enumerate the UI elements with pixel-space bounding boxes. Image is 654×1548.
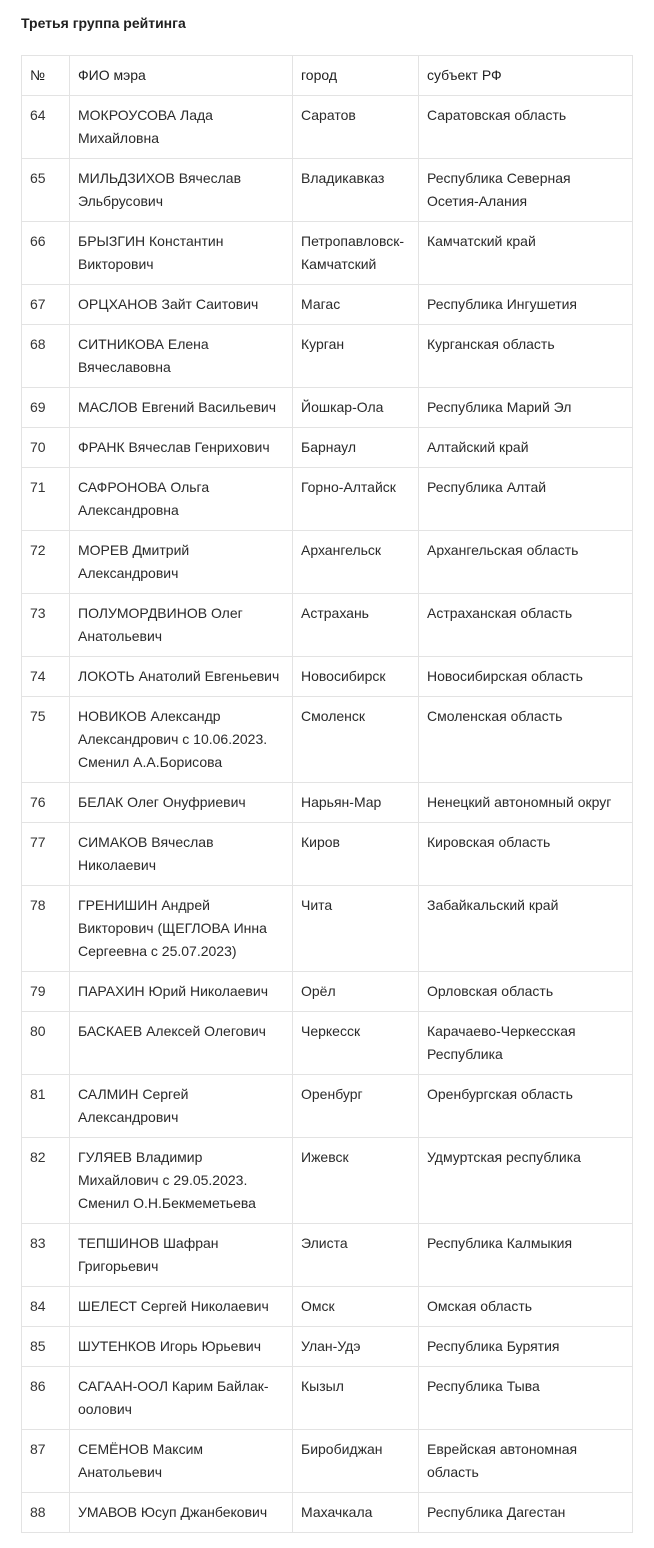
cell-region: Астраханская область bbox=[419, 594, 633, 657]
cell-mayor-name: ОРЦХАНОВ Зайт Саитович bbox=[70, 285, 293, 325]
table-row bbox=[22, 594, 633, 657]
cell-mayor-name: ПОЛУМОРДВИНОВ Олег Анатольевич bbox=[70, 594, 293, 657]
cell-mayor-name: СЕМЁНОВ Максим Анатольевич bbox=[70, 1430, 293, 1493]
cell-number: 70 bbox=[22, 428, 70, 468]
table-row bbox=[22, 531, 633, 594]
table-row bbox=[22, 657, 633, 697]
cell-region: Орловская область bbox=[419, 972, 633, 1012]
cell-region: Курганская область bbox=[419, 325, 633, 388]
table-row bbox=[22, 972, 633, 1012]
cell-number: 78 bbox=[22, 886, 70, 972]
cell-city: Смоленск bbox=[293, 697, 419, 783]
cell-mayor-name: ШЕЛЕСТ Сергей Николаевич bbox=[70, 1287, 293, 1327]
cell-city: Махачкала bbox=[293, 1493, 419, 1533]
cell-mayor-name: БАСКАЕВ Алексей Олегович bbox=[70, 1012, 293, 1075]
cell-region: Республика Калмыкия bbox=[419, 1224, 633, 1287]
cell-region: Карачаево-Черкесская Республика bbox=[419, 1012, 633, 1075]
cell-number: 67 bbox=[22, 285, 70, 325]
cell-city: Барнаул bbox=[293, 428, 419, 468]
cell-city: Новосибирск bbox=[293, 657, 419, 697]
table-row bbox=[22, 1287, 633, 1327]
cell-city: Магас bbox=[293, 285, 419, 325]
cell-city: Оренбург bbox=[293, 1075, 419, 1138]
table-body bbox=[22, 96, 633, 1533]
cell-region: Республика Алтай bbox=[419, 468, 633, 531]
cell-number: 83 bbox=[22, 1224, 70, 1287]
cell-mayor-name: ПАРАХИН Юрий Николаевич bbox=[70, 972, 293, 1012]
cell-region: Кировская область bbox=[419, 823, 633, 886]
cell-number: 82 bbox=[22, 1138, 70, 1224]
cell-city: Чита bbox=[293, 886, 419, 972]
cell-number: 75 bbox=[22, 697, 70, 783]
cell-city: Владикавказ bbox=[293, 159, 419, 222]
cell-city: Омск bbox=[293, 1287, 419, 1327]
cell-number: 80 bbox=[22, 1012, 70, 1075]
table-row bbox=[22, 823, 633, 886]
cell-number: 73 bbox=[22, 594, 70, 657]
cell-number: 77 bbox=[22, 823, 70, 886]
cell-region: Ненецкий автономный округ bbox=[419, 783, 633, 823]
table-row bbox=[22, 468, 633, 531]
column-header-name: ФИО мэра bbox=[70, 56, 293, 96]
cell-number: 85 bbox=[22, 1327, 70, 1367]
cell-mayor-name: УМАВОВ Юсуп Джанбекович bbox=[70, 1493, 293, 1533]
cell-number: 64 bbox=[22, 96, 70, 159]
cell-number: 84 bbox=[22, 1287, 70, 1327]
table-row bbox=[22, 697, 633, 783]
table-header-row bbox=[22, 56, 633, 96]
cell-city: Горно-Алтайск bbox=[293, 468, 419, 531]
cell-city: Архангельск bbox=[293, 531, 419, 594]
cell-region: Смоленская область bbox=[419, 697, 633, 783]
table-row bbox=[22, 388, 633, 428]
table-row bbox=[22, 1224, 633, 1287]
table-row bbox=[22, 159, 633, 222]
column-header-region: субъект РФ bbox=[419, 56, 633, 96]
cell-mayor-name: ГРЕНИШИН Андрей Викторович (ЩЕГЛОВА Инна Сергеевна с 25.07.2023) bbox=[70, 886, 293, 972]
cell-mayor-name: ГУЛЯЕВ Владимир Михайлович с 29.05.2023. Сменил О.Н.Бекмеметьева bbox=[70, 1138, 293, 1224]
cell-city: Саратов bbox=[293, 96, 419, 159]
table-row bbox=[22, 1430, 633, 1493]
cell-number: 76 bbox=[22, 783, 70, 823]
cell-number: 66 bbox=[22, 222, 70, 285]
cell-city: Улан-Удэ bbox=[293, 1327, 419, 1367]
cell-mayor-name: МОКРОУСОВА Лада Михайловна bbox=[70, 96, 293, 159]
cell-region: Камчатский край bbox=[419, 222, 633, 285]
table-row bbox=[22, 1012, 633, 1075]
cell-region: Саратовская область bbox=[419, 96, 633, 159]
cell-region: Республика Ингушетия bbox=[419, 285, 633, 325]
cell-number: 74 bbox=[22, 657, 70, 697]
cell-region: Забайкальский край bbox=[419, 886, 633, 972]
cell-number: 81 bbox=[22, 1075, 70, 1138]
table-row bbox=[22, 285, 633, 325]
table-row bbox=[22, 783, 633, 823]
cell-region: Республика Бурятия bbox=[419, 1327, 633, 1367]
table-row bbox=[22, 222, 633, 285]
cell-mayor-name: ЛОКОТЬ Анатолий Евгеньевич bbox=[70, 657, 293, 697]
cell-mayor-name: ТЕПШИНОВ Шафран Григорьевич bbox=[70, 1224, 293, 1287]
cell-city: Курган bbox=[293, 325, 419, 388]
cell-region: Республика Марий Эл bbox=[419, 388, 633, 428]
cell-city: Киров bbox=[293, 823, 419, 886]
cell-mayor-name: ШУТЕНКОВ Игорь Юрьевич bbox=[70, 1327, 293, 1367]
cell-number: 71 bbox=[22, 468, 70, 531]
column-header-city: город bbox=[293, 56, 419, 96]
cell-mayor-name: СИМАКОВ Вячеслав Николаевич bbox=[70, 823, 293, 886]
cell-city: Орёл bbox=[293, 972, 419, 1012]
cell-number: 79 bbox=[22, 972, 70, 1012]
cell-mayor-name: МИЛЬДЗИХОВ Вячеслав Эльбрусович bbox=[70, 159, 293, 222]
table-row bbox=[22, 96, 633, 159]
cell-region: Омская область bbox=[419, 1287, 633, 1327]
cell-city: Ижевск bbox=[293, 1138, 419, 1224]
cell-city: Черкесск bbox=[293, 1012, 419, 1075]
table-row bbox=[22, 1327, 633, 1367]
table-row bbox=[22, 1075, 633, 1138]
cell-region: Республика Тыва bbox=[419, 1367, 633, 1430]
rating-table bbox=[21, 55, 633, 1533]
cell-number: 65 bbox=[22, 159, 70, 222]
table-row bbox=[22, 1367, 633, 1430]
cell-region: Республика Дагестан bbox=[419, 1493, 633, 1533]
cell-mayor-name: МОРЕВ Дмитрий Александрович bbox=[70, 531, 293, 594]
table-row bbox=[22, 325, 633, 388]
cell-mayor-name: СИТНИКОВА Елена Вячеславовна bbox=[70, 325, 293, 388]
cell-number: 86 bbox=[22, 1367, 70, 1430]
cell-number: 87 bbox=[22, 1430, 70, 1493]
table-row bbox=[22, 886, 633, 972]
cell-mayor-name: БЕЛАК Олег Онуфриевич bbox=[70, 783, 293, 823]
cell-city: Йошкар-Ола bbox=[293, 388, 419, 428]
cell-mayor-name: ФРАНК Вячеслав Генрихович bbox=[70, 428, 293, 468]
cell-city: Астрахань bbox=[293, 594, 419, 657]
section-heading: Третья группа рейтинга bbox=[21, 15, 186, 31]
cell-region: Алтайский край bbox=[419, 428, 633, 468]
cell-number: 72 bbox=[22, 531, 70, 594]
table-row bbox=[22, 428, 633, 468]
cell-region: Архангельская область bbox=[419, 531, 633, 594]
cell-city: Петропавловск-Камчатский bbox=[293, 222, 419, 285]
cell-mayor-name: САЛМИН Сергей Александрович bbox=[70, 1075, 293, 1138]
table-row bbox=[22, 1138, 633, 1224]
cell-number: 69 bbox=[22, 388, 70, 428]
cell-region: Удмуртская республика bbox=[419, 1138, 633, 1224]
cell-region: Еврейская автономная область bbox=[419, 1430, 633, 1493]
cell-region: Республика Северная Осетия-Алания bbox=[419, 159, 633, 222]
cell-city: Элиста bbox=[293, 1224, 419, 1287]
cell-city: Биробиджан bbox=[293, 1430, 419, 1493]
cell-city: Нарьян-Мар bbox=[293, 783, 419, 823]
cell-city: Кызыл bbox=[293, 1367, 419, 1430]
table-header bbox=[22, 56, 633, 96]
cell-region: Новосибирская область bbox=[419, 657, 633, 697]
cell-mayor-name: МАСЛОВ Евгений Васильевич bbox=[70, 388, 293, 428]
cell-mayor-name: САФРОНОВА Ольга Александровна bbox=[70, 468, 293, 531]
column-header-number: № bbox=[22, 56, 70, 96]
cell-number: 88 bbox=[22, 1493, 70, 1533]
cell-number: 68 bbox=[22, 325, 70, 388]
table-row bbox=[22, 1493, 633, 1533]
cell-mayor-name: БРЫЗГИН Константин Викторович bbox=[70, 222, 293, 285]
cell-mayor-name: САГААН-ООЛ Карим Байлак-оолович bbox=[70, 1367, 293, 1430]
cell-region: Оренбургская область bbox=[419, 1075, 633, 1138]
cell-mayor-name: НОВИКОВ Александр Александрович с 10.06.2023. Сменил А.А.Борисова bbox=[70, 697, 293, 783]
